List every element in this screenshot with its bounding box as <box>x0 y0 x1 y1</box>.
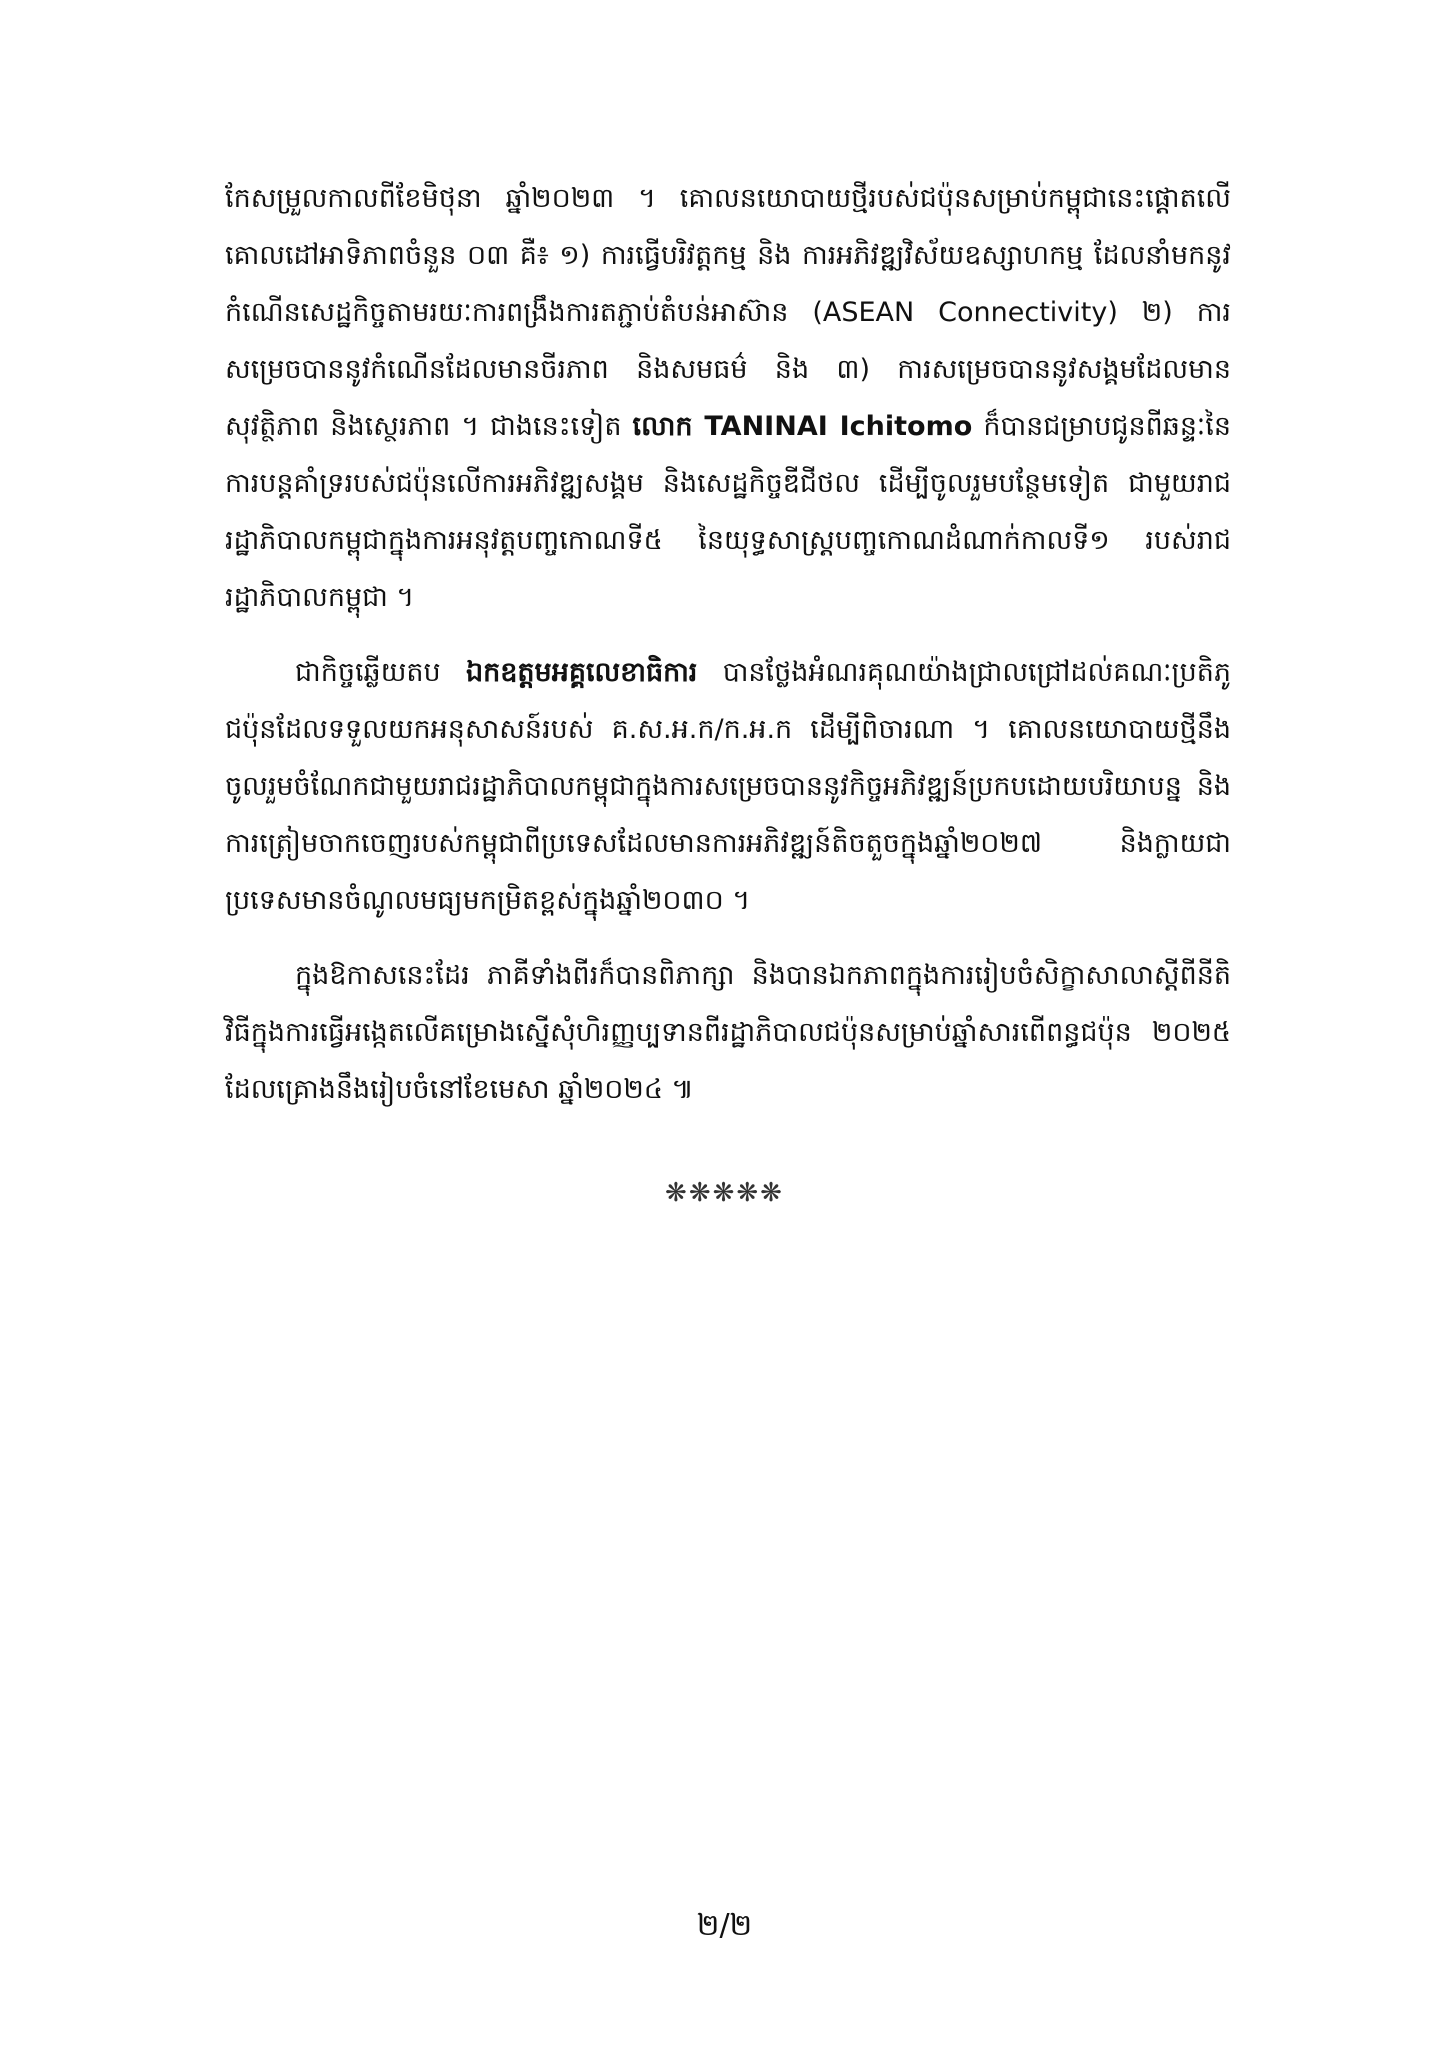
paragraph-3-text: ក្នុងឱកាសនេះដែរ ភាគីទាំងពីរក៏បានពិភាក្សា និងបានឯកភាពក្នុងការរៀបចំសិក្ខាសាលាស្ដីពីនីតិវិធីក្នុងការធ្វើអង្កេតលើគម្រោងស្នើសុំហិរញ្ញប្បទានពីរដ្ឋាភិបាលជប៉ុនសម្រាប់ឆ្នាំសារពើពន្ធជប៉ុន ២០២៥ ដែលគ្រោងនឹងរៀបចំនៅខែមេសា ឆ្នាំ២០២៤ ៕ <box>225 960 1231 1105</box>
paragraph-1 <box>225 170 1231 626</box>
paragraph-1-text-end: ក៏បានជម្រាបជូនពីឆន្ទៈនៃការបន្តគាំទ្ររបស់ជប៉ុនលើការអភិវឌ្ឍសង្គម និងសេដ្ឋកិច្ចឌីជីថល ដើម្បីចូលរួមបន្ថែមទៀត ជាមួយរាជរដ្ឋាភិបាលកម្ពុជាក្នុងការអនុវត្តបញ្ចកោណទី៥ នៃយុទ្ធសាស្ត្របញ្ចកោណដំណាក់កាលទី១ របស់រាជរដ្ឋាភិបាលកម្ពុជា ។ <box>225 411 1231 613</box>
paragraph-2-text-start: ជាកិច្ចឆ្លើយតប <box>295 657 466 688</box>
page-number: ២/២ <box>696 1908 753 1943</box>
document-body <box>225 170 1231 1136</box>
paragraph-2-bold-title: ឯកឧត្តមអគ្គលេខាធិការ <box>466 657 698 688</box>
paragraph-1-bold-name: លោក TANINAI Ichitomo <box>632 411 973 442</box>
paragraph-1-text-start: កែសម្រួលកាលពីខែមិថុនា ឆ្នាំ២០២៣ ។ គោលនយោបាយថ្មីរបស់ជប៉ុនសម្រាប់កម្ពុជានេះផ្ដោតលើគោលដៅអាទិភាពចំនួន ០៣ គឺ៖ ១) ការធ្វើបរិវត្តកម្ម និង ការអភិវឌ្ឍវិស័យឧស្សាហកម្ម ដែលនាំមកនូវកំណើនសេដ្ឋកិច្ចតាមរយៈការពង្រឹងការតភ្ជាប់តំបន់អាស៊ាន (ASEAN Connectivity) ២) ការសម្រេចបាននូវកំណើនដែលមានចីរភាព និងសមធម៌ និង ៣) ការសម្រេចបាននូវសង្គមដែលមានសុវត្ថិភាព និងស្ថេរភាព ។ ជាងនេះទៀត <box>225 183 1231 442</box>
paragraph-2-text-end: បានថ្លែងអំណរគុណយ៉ាងជ្រាលជ្រៅដល់គណៈប្រតិភូជប៉ុនដែលទទួលយកអនុសាសន៍របស់ គ.ស.អ.ក/ក.អ.ក ដើម្បីពិចារណា ។ គោលនយោបាយថ្មីនឹងចូលរួមចំណែកជាមួយរាជរដ្ឋាភិបាលកម្ពុជាក្នុងការសម្រេចបាននូវកិច្ចអភិវឌ្ឍន៍ប្រកបដោយបរិយាបន្ន និងការត្រៀមចាកចេញរបស់កម្ពុជាពីប្រទេសដែលមានការអភិវឌ្ឍន៍តិចតួចក្នុងឆ្នាំ២០២៧ និងក្លាយជាប្រទេសមានចំណូលមធ្យមកម្រិតខ្ពស់ក្នុងឆ្នាំ២០៣០ ។ <box>225 657 1231 916</box>
paragraph-2 <box>225 644 1231 929</box>
paragraph-3 <box>225 947 1231 1118</box>
section-separator: ❋❋❋❋❋ <box>665 1178 784 1208</box>
